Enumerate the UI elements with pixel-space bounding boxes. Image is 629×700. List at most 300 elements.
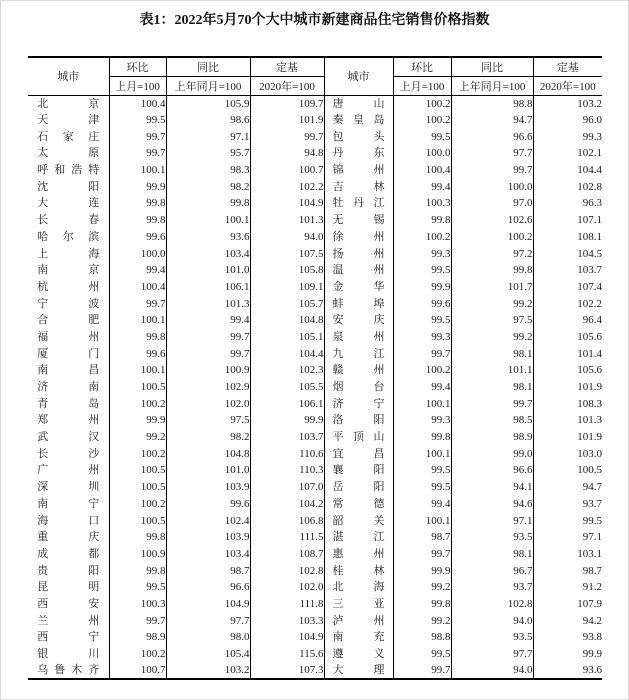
mom-value: 99.9	[109, 412, 166, 429]
base-value: 99.9	[250, 412, 324, 429]
city-name: 哈尔滨	[37, 230, 100, 243]
yoy-value: 99.2	[451, 329, 533, 346]
city-name: 石家庄	[37, 130, 100, 143]
city-name: 烟台	[332, 381, 385, 394]
city-name: 九江	[332, 347, 385, 360]
city-name: 广州	[37, 464, 100, 477]
base-value: 102.1	[533, 145, 602, 162]
city-name: 乌鲁木齐	[37, 664, 100, 677]
table-row	[28, 546, 602, 563]
yoy-value: 98.6	[166, 112, 250, 129]
base-value: 104.8	[250, 312, 324, 329]
city-name: 遵义	[332, 648, 385, 661]
mom-value: 99.7	[109, 145, 166, 162]
table-row	[28, 429, 602, 446]
yoy-value: 94.6	[451, 496, 533, 513]
yoy-value: 99.0	[451, 445, 533, 462]
yoy-value: 94.0	[451, 612, 533, 629]
yoy-value: 98.3	[166, 162, 250, 179]
header-mom-left: 环比	[109, 57, 166, 76]
city-cell	[28, 579, 109, 596]
city-cell	[28, 195, 109, 212]
yoy-value: 102.6	[451, 212, 533, 229]
mom-value: 99.4	[393, 379, 451, 396]
city-name: 韶关	[332, 514, 385, 527]
city-name: 深圳	[37, 481, 100, 494]
city-name: 贵阳	[37, 564, 100, 577]
city-cell	[324, 95, 393, 112]
city-name: 合肥	[37, 314, 100, 327]
mom-value: 99.8	[393, 212, 451, 229]
table-row	[28, 295, 602, 312]
mom-value: 99.4	[393, 178, 451, 195]
mom-value: 100.1	[393, 445, 451, 462]
base-value: 94.2	[533, 612, 602, 629]
city-cell	[324, 579, 393, 596]
mom-value: 99.5	[393, 312, 451, 329]
mom-value: 99.9	[393, 562, 451, 579]
subheader-yoy-left: 上年同月=100	[166, 76, 250, 95]
city-name: 湛江	[332, 531, 385, 544]
yoy-value: 106.1	[166, 279, 250, 296]
base-value: 104.4	[250, 345, 324, 362]
table-row	[28, 662, 602, 679]
header-yoy-left: 同比	[166, 57, 250, 76]
yoy-value: 98.2	[166, 178, 250, 195]
yoy-value: 93.6	[166, 229, 250, 246]
city-cell	[324, 329, 393, 346]
yoy-value: 97.5	[451, 312, 533, 329]
subheader-base-left: 2020年=100	[250, 76, 324, 95]
city-cell	[28, 162, 109, 179]
base-value: 105.8	[250, 262, 324, 279]
city-cell	[324, 128, 393, 145]
yoy-value: 99.7	[166, 345, 250, 362]
base-value: 104.2	[250, 496, 324, 513]
base-value: 108.1	[533, 229, 602, 246]
city-cell	[324, 195, 393, 212]
mom-value: 99.3	[393, 245, 451, 262]
subheader-mom-right: 上月=100	[393, 76, 451, 95]
base-value: 103.3	[250, 612, 324, 629]
table-row	[28, 279, 602, 296]
city-cell	[324, 462, 393, 479]
base-value: 93.6	[533, 662, 602, 679]
mom-value: 100.2	[109, 395, 166, 412]
yoy-value: 93.5	[451, 629, 533, 646]
mom-value: 100.9	[109, 546, 166, 563]
base-value: 107.9	[533, 596, 602, 613]
yoy-value: 102.0	[166, 395, 250, 412]
city-cell	[28, 496, 109, 513]
city-cell	[28, 329, 109, 346]
mom-value: 99.8	[109, 212, 166, 229]
yoy-value: 98.2	[166, 429, 250, 446]
city-name: 大连	[37, 197, 100, 210]
yoy-value: 100.2	[451, 229, 533, 246]
city-name: 大理	[332, 664, 385, 677]
city-cell	[324, 529, 393, 546]
base-value: 106.1	[250, 395, 324, 412]
yoy-value: 98.8	[451, 95, 533, 112]
city-cell	[324, 295, 393, 312]
subheader-yoy-right: 上年同月=100	[451, 76, 533, 95]
header-mom-right: 环比	[393, 57, 451, 76]
city-cell	[324, 479, 393, 496]
city-cell	[28, 262, 109, 279]
base-value: 96.3	[533, 195, 602, 212]
city-cell	[324, 362, 393, 379]
table-row	[28, 596, 602, 613]
mom-value: 100.5	[109, 379, 166, 396]
city-name: 南京	[37, 264, 100, 277]
table-row	[28, 112, 602, 129]
yoy-value: 94.1	[451, 479, 533, 496]
yoy-value: 98.1	[451, 379, 533, 396]
header-row-main	[28, 57, 602, 76]
price-index-table	[28, 56, 602, 680]
city-cell	[28, 395, 109, 412]
city-cell	[28, 312, 109, 329]
city-name: 锦州	[332, 164, 385, 177]
base-value: 96.4	[533, 312, 602, 329]
yoy-value: 99.2	[451, 295, 533, 312]
city-cell	[324, 629, 393, 646]
base-value: 93.7	[533, 496, 602, 513]
city-cell	[28, 562, 109, 579]
base-value: 103.0	[533, 445, 602, 462]
yoy-value: 103.4	[166, 546, 250, 563]
table-row	[28, 462, 602, 479]
city-cell	[324, 546, 393, 563]
base-value: 100.7	[250, 162, 324, 179]
mom-value: 100.1	[109, 362, 166, 379]
city-cell	[324, 429, 393, 446]
city-name: 岳阳	[332, 481, 385, 494]
city-cell	[28, 412, 109, 429]
yoy-value: 102.8	[451, 596, 533, 613]
city-name: 扬州	[332, 247, 385, 260]
table-row	[28, 195, 602, 212]
city-name: 牡丹江	[332, 197, 385, 210]
table-row	[28, 162, 602, 179]
base-value: 106.8	[250, 512, 324, 529]
mom-value: 100.5	[109, 512, 166, 529]
table-header	[28, 57, 602, 95]
yoy-value: 94.0	[451, 662, 533, 679]
base-value: 105.5	[250, 379, 324, 396]
table-row	[28, 262, 602, 279]
base-value: 101.9	[533, 429, 602, 446]
yoy-value: 104.9	[166, 596, 250, 613]
base-value: 110.6	[250, 445, 324, 462]
city-cell	[28, 546, 109, 563]
city-cell	[28, 245, 109, 262]
yoy-value: 94.7	[451, 112, 533, 129]
city-cell	[324, 229, 393, 246]
yoy-value: 102.4	[166, 512, 250, 529]
table-row	[28, 145, 602, 162]
city-name: 兰州	[37, 614, 100, 627]
mom-value: 99.5	[393, 262, 451, 279]
mom-value: 100.1	[109, 312, 166, 329]
city-name: 北京	[37, 97, 100, 110]
header-base-right: 定基	[533, 57, 602, 76]
yoy-value: 99.8	[451, 262, 533, 279]
base-value: 99.9	[533, 646, 602, 663]
mom-value: 99.7	[393, 546, 451, 563]
base-value: 103.7	[250, 429, 324, 446]
yoy-value: 98.1	[451, 546, 533, 563]
city-cell	[28, 662, 109, 679]
yoy-value: 101.0	[166, 262, 250, 279]
city-cell	[324, 112, 393, 129]
base-value: 108.7	[250, 546, 324, 563]
city-cell	[28, 279, 109, 296]
yoy-value: 100.0	[451, 178, 533, 195]
mom-value: 100.4	[393, 162, 451, 179]
table-row	[28, 496, 602, 513]
city-name: 重庆	[37, 531, 100, 544]
mom-value: 100.0	[109, 245, 166, 262]
base-value: 91.2	[533, 579, 602, 596]
city-cell	[324, 412, 393, 429]
yoy-value: 97.1	[451, 512, 533, 529]
table-row	[28, 646, 602, 663]
yoy-value: 97.7	[451, 145, 533, 162]
yoy-value: 97.0	[451, 195, 533, 212]
table-body	[28, 95, 602, 679]
mom-value: 99.2	[393, 612, 451, 629]
city-name: 蚌埠	[332, 297, 385, 310]
city-cell	[28, 429, 109, 446]
city-name: 襄阳	[332, 464, 385, 477]
yoy-value: 103.4	[166, 245, 250, 262]
base-value: 104.9	[250, 629, 324, 646]
city-name: 西宁	[37, 631, 100, 644]
mom-value: 100.4	[109, 279, 166, 296]
mom-value: 99.2	[109, 429, 166, 446]
city-name: 成都	[37, 547, 100, 560]
yoy-value: 96.7	[451, 562, 533, 579]
mom-value: 100.7	[109, 662, 166, 679]
yoy-value: 99.8	[166, 195, 250, 212]
base-value: 99.3	[533, 128, 602, 145]
city-name: 西安	[37, 597, 100, 610]
city-cell	[324, 279, 393, 296]
base-value: 94.0	[250, 229, 324, 246]
mom-value: 99.8	[393, 429, 451, 446]
city-name: 无锡	[332, 214, 385, 227]
base-value: 111.5	[250, 529, 324, 546]
base-value: 115.6	[250, 646, 324, 663]
base-value: 102.8	[533, 178, 602, 195]
city-name: 安庆	[332, 314, 385, 327]
base-value: 108.3	[533, 395, 602, 412]
base-value: 107.5	[250, 245, 324, 262]
city-cell	[28, 112, 109, 129]
city-cell	[324, 379, 393, 396]
mom-value: 99.3	[393, 412, 451, 429]
city-name: 武汉	[37, 431, 100, 444]
yoy-value: 96.6	[451, 462, 533, 479]
base-value: 101.9	[250, 112, 324, 129]
table-row	[28, 412, 602, 429]
yoy-value: 95.7	[166, 145, 250, 162]
table-row	[28, 612, 602, 629]
city-cell	[324, 445, 393, 462]
yoy-value: 93.5	[451, 529, 533, 546]
subheader-base-right: 2020年=100	[533, 76, 602, 95]
mom-value: 100.1	[109, 162, 166, 179]
city-cell	[324, 312, 393, 329]
city-name: 徐州	[332, 230, 385, 243]
city-name: 泉州	[332, 330, 385, 343]
table-row	[28, 329, 602, 346]
yoy-value: 97.7	[166, 612, 250, 629]
mom-value: 100.2	[393, 229, 451, 246]
city-name: 济南	[37, 381, 100, 394]
yoy-value: 99.7	[166, 329, 250, 346]
city-name: 海口	[37, 514, 100, 527]
city-name: 杭州	[37, 280, 100, 293]
mom-value: 100.2	[109, 445, 166, 462]
city-name: 太原	[37, 147, 100, 160]
city-cell	[324, 612, 393, 629]
city-cell	[28, 445, 109, 462]
base-value: 94.8	[250, 145, 324, 162]
yoy-value: 103.9	[166, 479, 250, 496]
city-cell	[324, 212, 393, 229]
header-base-left: 定基	[250, 57, 324, 76]
mom-value: 99.5	[393, 462, 451, 479]
city-cell	[324, 562, 393, 579]
yoy-value: 98.5	[451, 412, 533, 429]
city-name: 宁波	[37, 297, 100, 310]
city-cell	[324, 662, 393, 679]
yoy-value: 100.9	[166, 362, 250, 379]
table-row	[28, 512, 602, 529]
table-row	[28, 479, 602, 496]
base-value: 105.7	[250, 295, 324, 312]
city-cell	[28, 379, 109, 396]
base-value: 109.1	[250, 279, 324, 296]
city-name: 赣州	[332, 364, 385, 377]
city-name: 吉林	[332, 180, 385, 193]
city-name: 厦门	[37, 347, 100, 360]
base-value: 105.1	[250, 329, 324, 346]
city-name: 三亚	[332, 597, 385, 610]
city-cell	[324, 145, 393, 162]
mom-value: 100.3	[109, 596, 166, 613]
mom-value: 98.7	[393, 529, 451, 546]
mom-value: 99.5	[393, 646, 451, 663]
yoy-value: 102.9	[166, 379, 250, 396]
city-cell	[28, 462, 109, 479]
mom-value: 99.8	[393, 596, 451, 613]
city-name: 包头	[332, 130, 385, 143]
city-cell	[28, 529, 109, 546]
base-value: 93.8	[533, 629, 602, 646]
mom-value: 99.8	[109, 562, 166, 579]
header-yoy-right: 同比	[451, 57, 533, 76]
city-cell	[28, 596, 109, 613]
base-value: 104.5	[533, 245, 602, 262]
base-value: 109.7	[250, 95, 324, 112]
mom-value: 99.6	[109, 229, 166, 246]
mom-value: 99.8	[109, 529, 166, 546]
mom-value: 98.8	[393, 629, 451, 646]
base-value: 102.2	[533, 295, 602, 312]
city-name: 济宁	[332, 397, 385, 410]
mom-value: 99.7	[109, 128, 166, 145]
mom-value: 99.9	[109, 178, 166, 195]
yoy-value: 103.2	[166, 662, 250, 679]
base-value: 102.2	[250, 178, 324, 195]
city-name: 洛阳	[332, 414, 385, 427]
city-name: 银川	[37, 648, 100, 661]
city-cell	[28, 479, 109, 496]
table-row	[28, 629, 602, 646]
base-value: 97.1	[533, 529, 602, 546]
mom-value: 100.2	[109, 496, 166, 513]
yoy-value: 97.7	[451, 646, 533, 663]
mom-value: 100.5	[109, 479, 166, 496]
city-name: 泸州	[332, 614, 385, 627]
city-cell	[28, 145, 109, 162]
yoy-value: 93.7	[451, 579, 533, 596]
city-name: 郑州	[37, 414, 100, 427]
yoy-value: 99.7	[451, 162, 533, 179]
base-value: 101.3	[533, 412, 602, 429]
city-cell	[28, 362, 109, 379]
city-cell	[28, 512, 109, 529]
yoy-value: 105.9	[166, 95, 250, 112]
yoy-value: 101.7	[451, 279, 533, 296]
header-city-right: 城市	[324, 57, 393, 95]
table-row	[28, 345, 602, 362]
mom-value: 99.7	[393, 345, 451, 362]
city-name: 温州	[332, 264, 385, 277]
yoy-value: 104.8	[166, 445, 250, 462]
mom-value: 100.1	[393, 512, 451, 529]
city-cell	[324, 496, 393, 513]
base-value: 107.3	[250, 662, 324, 679]
mom-value: 100.1	[393, 395, 451, 412]
city-name: 上海	[37, 247, 100, 260]
yoy-value: 101.0	[166, 462, 250, 479]
base-value: 94.7	[533, 479, 602, 496]
base-value: 101.3	[250, 212, 324, 229]
yoy-value: 97.2	[451, 245, 533, 262]
yoy-value: 100.1	[166, 212, 250, 229]
table-row	[28, 128, 602, 145]
mom-value: 99.6	[109, 345, 166, 362]
mom-value: 99.4	[109, 262, 166, 279]
mom-value: 100.2	[393, 95, 451, 112]
mom-value: 100.4	[109, 95, 166, 112]
header-city-left: 城市	[28, 57, 109, 95]
mom-value: 99.4	[393, 496, 451, 513]
mom-value: 98.9	[109, 629, 166, 646]
yoy-value: 97.5	[166, 412, 250, 429]
mom-value: 99.5	[393, 479, 451, 496]
base-value: 98.7	[533, 562, 602, 579]
yoy-value: 99.6	[166, 496, 250, 513]
base-value: 102.3	[250, 362, 324, 379]
table-row	[28, 379, 602, 396]
base-value: 107.1	[533, 212, 602, 229]
